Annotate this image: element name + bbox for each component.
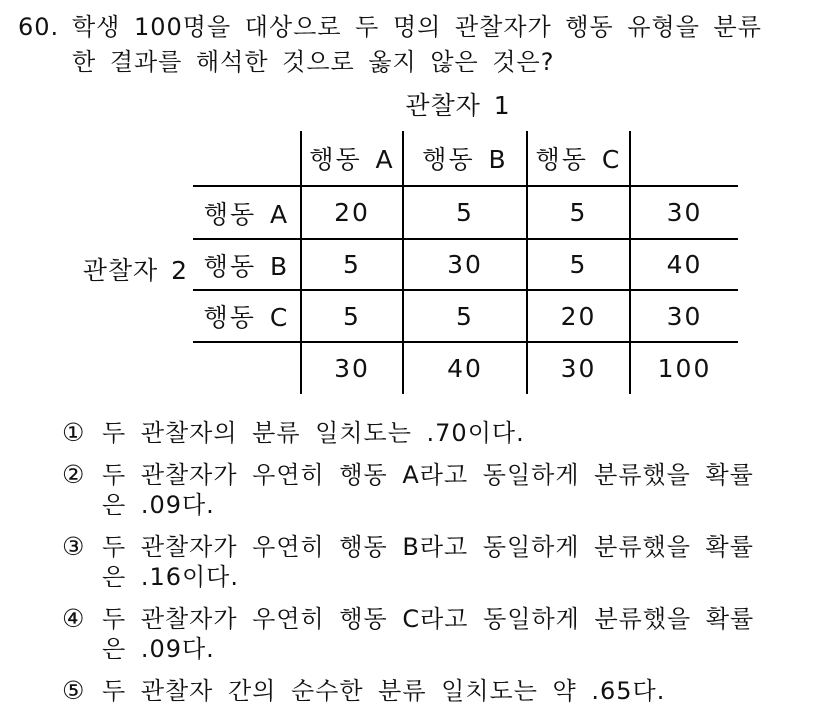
choice-5: [62, 676, 812, 703]
choice-5-line-1: 두 관찰자 간의 순수한 분류 일치도는 약 .65다.: [102, 677, 666, 703]
choice-2: [62, 460, 812, 520]
cell-cb: 5: [403, 290, 527, 342]
contingency-table: [193, 131, 738, 394]
table-row-behavior-a: [193, 186, 738, 239]
choice-3-marker: ③: [62, 532, 85, 561]
observer-1-title: 관찰자 1: [405, 91, 511, 120]
question: [18, 10, 818, 80]
choices-list: [62, 418, 812, 703]
cell-bb: 30: [403, 239, 527, 290]
choice-1: [62, 418, 812, 448]
grand-total: 100: [630, 342, 738, 394]
question-line-2: 한 결과를 해석한 것으로 옳지 않은 것은?: [72, 48, 555, 76]
cell-ca: 5: [301, 290, 403, 342]
choice-4-line-1: 두 관찰자가 우연히 행동 C라고 동일하게 분류했을 확률: [102, 605, 755, 633]
choice-3-text: [102, 532, 812, 592]
row-label-behavior-a: 행동 A: [193, 186, 301, 239]
choice-2-line-2: 은 .09다.: [102, 491, 215, 519]
cell-ab: 5: [403, 186, 527, 239]
row-label-behavior-b: 행동 B: [193, 239, 301, 290]
cell-ba: 5: [301, 239, 403, 290]
choice-1-marker: ①: [62, 418, 85, 447]
choice-2-text: [102, 460, 812, 520]
col-header-behavior-b: 행동 B: [403, 131, 527, 186]
cell-c-total: 30: [630, 290, 738, 342]
choice-2-line-1: 두 관찰자가 우연히 행동 A라고 동일하게 분류했을 확률: [102, 461, 754, 489]
choice-3-line-1: 두 관찰자가 우연히 행동 B라고 동일하게 분류했을 확률: [102, 533, 754, 561]
choice-5-text: [102, 676, 812, 703]
totals-row-label: [193, 342, 301, 394]
table-totals-row: [193, 342, 738, 394]
cell-bc: 5: [527, 239, 630, 290]
question-number: 60.: [18, 13, 60, 41]
corner-cell: [193, 131, 301, 186]
question-text: [72, 10, 818, 80]
table-header-row: [193, 131, 738, 186]
row-label-behavior-c: 행동 C: [193, 290, 301, 342]
choice-4-line-2: 은 .09다.: [102, 635, 215, 663]
choice-1-line-1: 두 관찰자의 분류 일치도는 .70이다.: [102, 419, 525, 447]
cell-cc: 20: [527, 290, 630, 342]
choice-2-marker: ②: [62, 460, 85, 489]
choice-4-text: [102, 604, 812, 664]
cell-a-total: 30: [630, 186, 738, 239]
col-header-behavior-c: 행동 C: [527, 131, 630, 186]
choice-3: [62, 532, 812, 592]
choice-1-text: [102, 418, 812, 448]
table-row-behavior-b: [193, 239, 738, 290]
cell-aa: 20: [301, 186, 403, 239]
cell-ac: 5: [527, 186, 630, 239]
choice-3-line-2: 은 .16이다.: [102, 563, 239, 591]
col-header-behavior-a: 행동 A: [301, 131, 403, 186]
cell-b-total: 40: [630, 239, 738, 290]
choice-4-marker: ④: [62, 604, 85, 633]
col-header-row-total: [630, 131, 738, 186]
question-line-1: 학생 100명을 대상으로 두 명의 관찰자가 행동 유형을 분류: [72, 13, 762, 41]
total-col-c: 30: [527, 342, 630, 394]
total-col-b: 40: [403, 342, 527, 394]
choice-4: [62, 604, 812, 664]
choice-5-marker: ⑤: [62, 676, 85, 703]
total-col-a: 30: [301, 342, 403, 394]
table-row-behavior-c: [193, 290, 738, 342]
observer-2-label: 관찰자 2: [82, 256, 188, 285]
